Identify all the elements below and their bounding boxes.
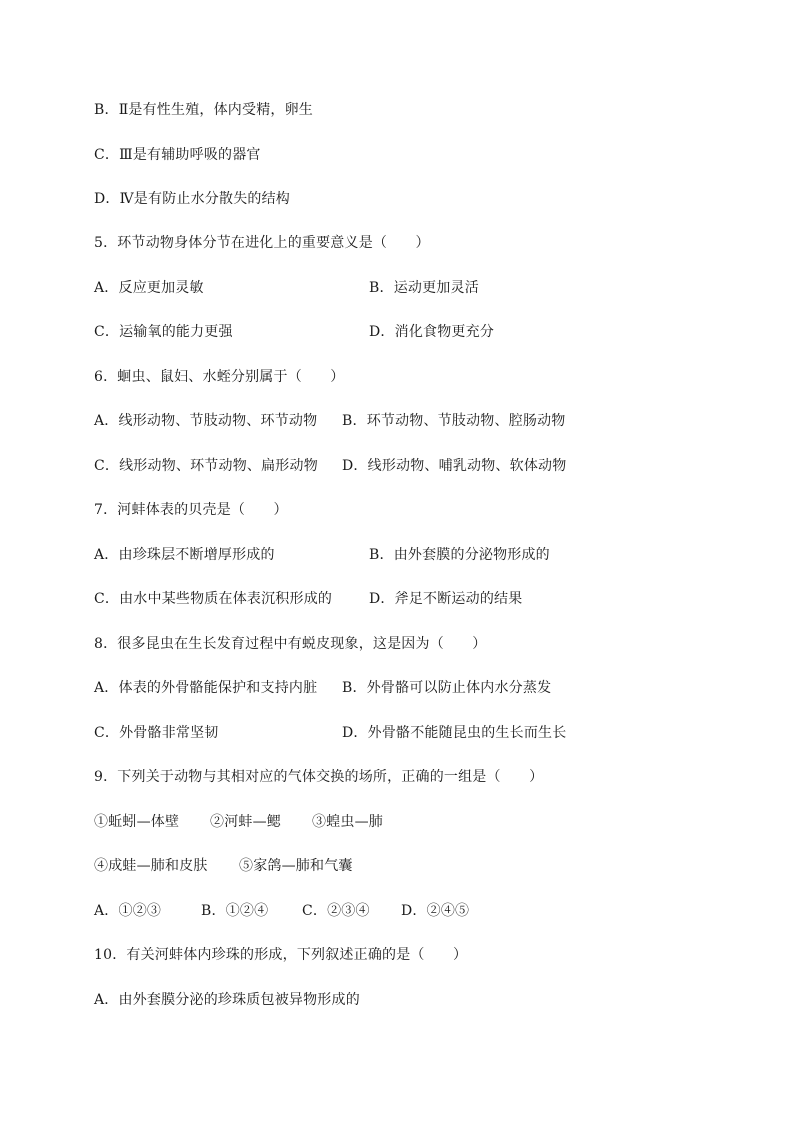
q6-option-a: A．线形动物、节肢动物、环节动物 <box>94 413 318 429</box>
q8-stem: 8．很多昆虫在生长发育过程中有蜕皮现象，这是因为（ ） <box>94 636 487 652</box>
q8-option-d: D．外骨骼不能随昆虫的生长而生长 <box>342 725 567 741</box>
q9-stem: 9．下列关于动物与其相对应的气体交换的场所，正确的一组是（ ） <box>94 769 544 785</box>
q9-items-row-1 <box>94 812 383 832</box>
q6-option-c: C．线形动物、环节动物、扁形动物 <box>94 458 318 474</box>
q9-item-5: ⑤家鸽—肺和气囊 <box>239 858 353 874</box>
q4-option-b: B．Ⅱ是有性生殖，体内受精，卵生 <box>94 102 314 118</box>
q9-options-row <box>94 901 470 921</box>
q5-options-row-1 <box>94 278 479 298</box>
q4-option-c: C．Ⅲ是有辅助呼吸的器官 <box>94 147 261 163</box>
q8-option-c: C．外骨骼非常坚韧 <box>94 725 219 741</box>
q5-stem: 5．环节动物身体分节在进化上的重要意义是（ ） <box>94 235 430 251</box>
q9-option-b: B．①②④ <box>201 903 269 919</box>
q5-option-d: D．消化食物更充分 <box>369 324 495 340</box>
q8-option-a: A．体表的外骨骼能保护和支持内脏 <box>94 680 318 696</box>
q6-option-d: D．线形动物、哺乳动物、软体动物 <box>342 458 567 474</box>
q9-item-3: ③蝗虫—肺 <box>312 814 383 830</box>
q5-option-b: B．运动更加灵活 <box>369 280 479 296</box>
q7-option-d: D．斧足不断运动的结果 <box>369 591 523 607</box>
q8-option-b: B．外骨骼可以防止体内水分蒸发 <box>342 680 552 696</box>
q10-stem: 10．有关河蚌体内珍珠的形成，下列叙述正确的是（ ） <box>94 947 468 963</box>
q9-items-row-2 <box>94 856 353 876</box>
q8-options-row-1 <box>94 678 552 698</box>
q7-stem: 7．河蚌体表的贝壳是（ ） <box>94 502 288 518</box>
q4-option-d: D．Ⅳ是有防止水分散失的结构 <box>94 191 291 207</box>
q6-options-row-1 <box>94 411 566 431</box>
q6-options-row-2 <box>94 456 567 476</box>
q7-options-row-1 <box>94 545 550 565</box>
q5-option-a: A．反应更加灵敏 <box>94 280 204 296</box>
q7-options-row-2 <box>94 589 523 609</box>
q10-option-a: A．由外套膜分泌的珍珠质包被异物形成的 <box>94 992 360 1008</box>
q9-item-1: ①蚯蚓—体壁 <box>94 814 180 830</box>
q7-option-a: A．由珍珠层不断增厚形成的 <box>94 547 275 563</box>
q5-option-c: C．运输氧的能力更强 <box>94 324 233 340</box>
q9-option-c: C．②③④ <box>302 903 370 919</box>
q8-options-row-2 <box>94 723 567 743</box>
q9-option-a: A．①②③ <box>94 903 162 919</box>
q6-stem: 6．蛔虫、鼠妇、水蛭分别属于（ ） <box>94 369 345 385</box>
q6-option-b: B．环节动物、节肢动物、腔肠动物 <box>342 413 566 429</box>
q7-option-b: B．由外套膜的分泌物形成的 <box>369 547 550 563</box>
q9-item-2: ②河蚌—鳃 <box>210 814 281 830</box>
q7-option-c: C．由水中某些物质在体表沉积形成的 <box>94 591 333 607</box>
q9-item-4: ④成蛙—肺和皮肤 <box>94 858 208 874</box>
q5-options-row-2 <box>94 322 495 342</box>
q9-option-d: D．②④⑤ <box>401 903 470 919</box>
